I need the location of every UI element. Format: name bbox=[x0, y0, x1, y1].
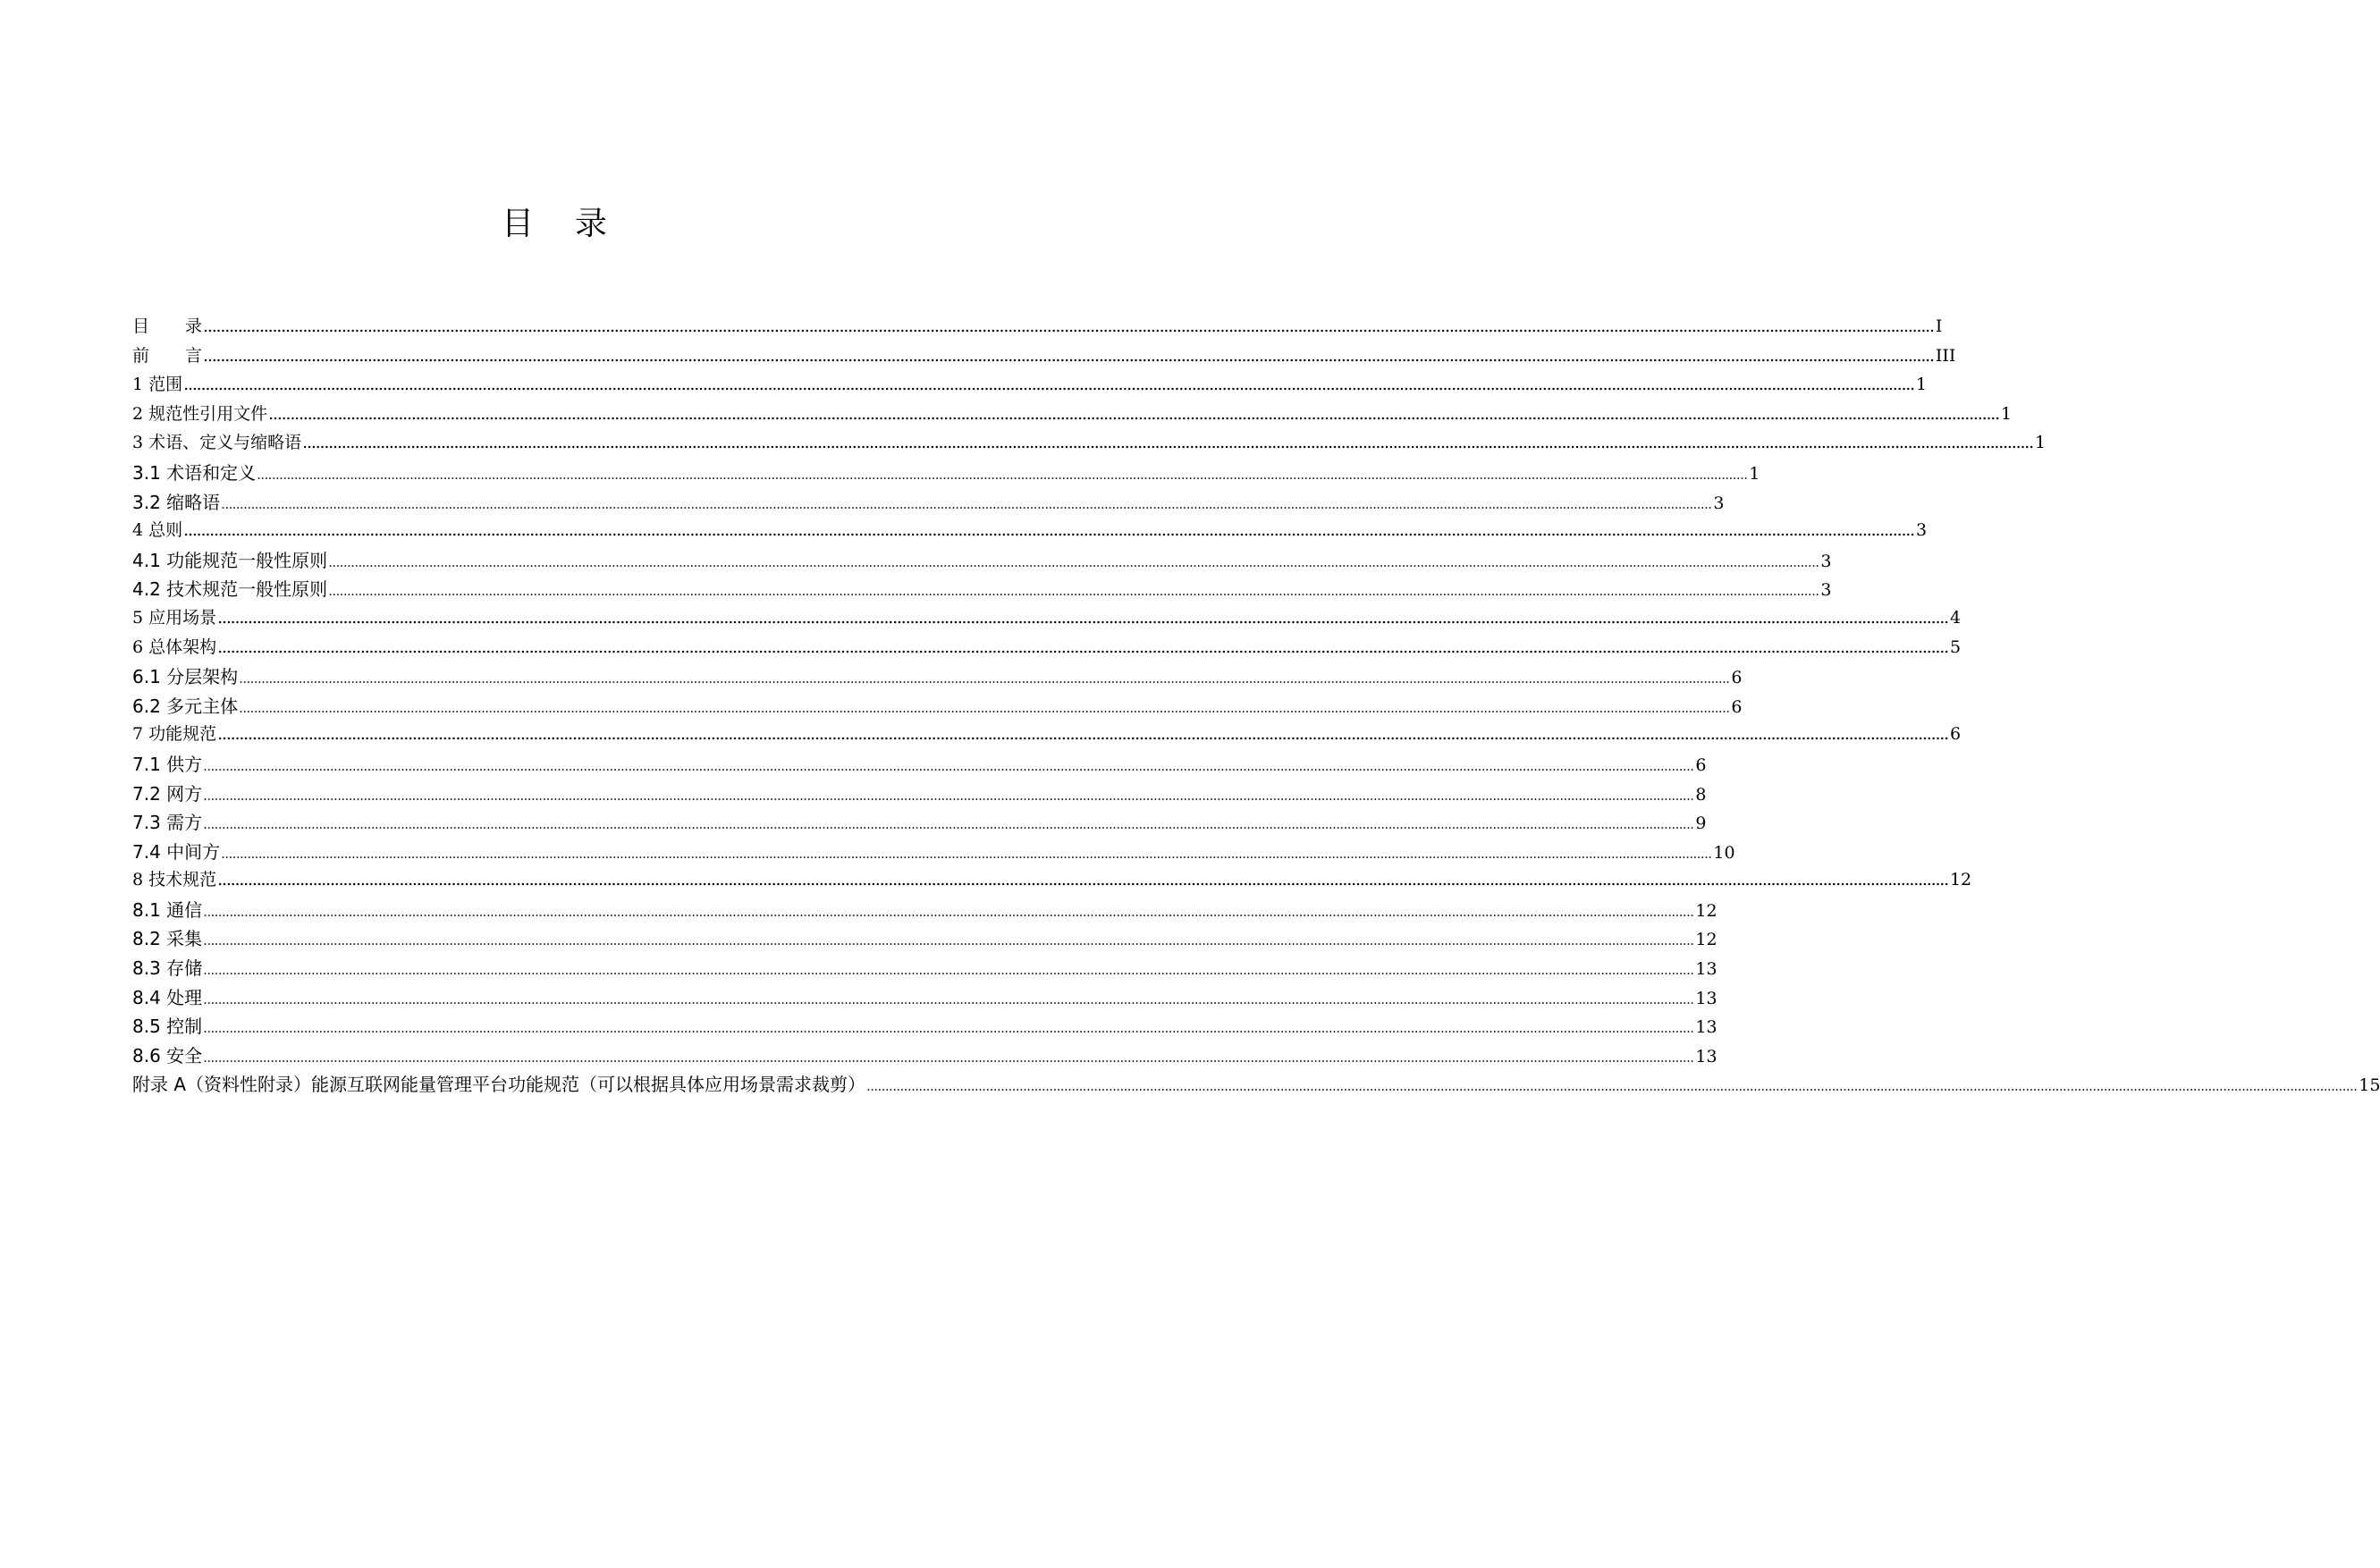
toc-entry-label: 7.3 需方 bbox=[132, 812, 203, 834]
toc-entry[interactable] bbox=[132, 1041, 1717, 1071]
toc-dot-leader: ................................................................................................................................................................................................................................................................................................................................................................................................................ bbox=[239, 670, 1730, 687]
toc-entry-page-number: 1 bbox=[1915, 375, 1928, 395]
toc-entry-label: 7.4 中间方 bbox=[132, 840, 221, 863]
page-title bbox=[0, 198, 1109, 244]
table-of-contents bbox=[132, 313, 2380, 1100]
toc-entry[interactable] bbox=[132, 371, 1928, 400]
toc-entry-label: 3.1 术语和定义 bbox=[132, 461, 257, 484]
toc-entry-label: 4.1 功能规范一般性原则 bbox=[132, 549, 328, 571]
toc-entry[interactable] bbox=[132, 604, 1962, 634]
toc-entry-label bbox=[132, 313, 202, 337]
toc-entry-label-char: 录 bbox=[185, 316, 203, 336]
toc-entry-label-char: 言 bbox=[185, 345, 203, 366]
toc-entry-label-char: 目 bbox=[132, 316, 150, 336]
toc-dot-leader: ................................................................................................................................................................................................................................................................................................................................................................................................................ bbox=[203, 345, 1934, 366]
toc-dot-leader: ................................................................................................................................................................................................................................................................................................................................................................................................................ bbox=[203, 903, 1694, 920]
toc-entry-page-number: 6 bbox=[1695, 754, 1707, 775]
toc-entry[interactable] bbox=[132, 429, 2047, 459]
toc-entry-label: 1 范围 bbox=[132, 375, 183, 395]
toc-entry-label: 附录 A（资料性附录）能源互联网能量管理平台功能规范（可以根据具体应用场景需求裁剪） bbox=[132, 1074, 866, 1096]
toc-entry-label: 2 规范性引用文件 bbox=[132, 403, 268, 424]
toc-dot-leader: ................................................................................................................................................................................................................................................................................................................................................................................................................ bbox=[203, 757, 1694, 774]
toc-entry[interactable] bbox=[132, 1070, 2380, 1100]
toc-entry[interactable] bbox=[132, 488, 1725, 518]
toc-dot-leader: ................................................................................................................................................................................................................................................................................................................................................................................................................ bbox=[268, 403, 1999, 424]
toc-entry-page-number: 12 bbox=[1695, 930, 1717, 950]
toc-entry-page-number: 1 bbox=[1749, 463, 1760, 484]
toc-dot-leader: ................................................................................................................................................................................................................................................................................................................................................................................................................ bbox=[221, 495, 1712, 512]
toc-entry-page-number: 12 bbox=[1949, 870, 1972, 890]
toc-entry-label: 4 总则 bbox=[132, 520, 183, 541]
toc-entry[interactable] bbox=[132, 808, 1707, 838]
toc-dot-leader: ................................................................................................................................................................................................................................................................................................................................................................................................................ bbox=[183, 375, 1914, 395]
toc-entry-label-char: 前 bbox=[132, 345, 150, 366]
toc-dot-leader: ................................................................................................................................................................................................................................................................................................................................................................................................................ bbox=[203, 962, 1694, 979]
toc-entry[interactable] bbox=[132, 1012, 1717, 1041]
toc-entry-page-number: 1 bbox=[2034, 433, 2047, 453]
toc-entry[interactable] bbox=[132, 721, 1962, 750]
toc-entry-label: 7.2 网方 bbox=[132, 782, 203, 805]
toc-entry-label: 7 功能规范 bbox=[132, 724, 217, 745]
toc-entry[interactable] bbox=[132, 459, 1760, 488]
toc-entry-page-number: 10 bbox=[1713, 842, 1735, 863]
toc-entry-label: 8.1 通信 bbox=[132, 898, 203, 921]
toc-dot-leader: ................................................................................................................................................................................................................................................................................................................................................................................................................ bbox=[239, 699, 1730, 716]
toc-entry-page-number: 9 bbox=[1695, 814, 1707, 834]
toc-entry[interactable] bbox=[132, 780, 1707, 809]
toc-entry[interactable] bbox=[132, 342, 1956, 372]
toc-entry-label: 8.3 存储 bbox=[132, 957, 203, 980]
toc-entry[interactable] bbox=[132, 750, 1707, 780]
toc-entry[interactable] bbox=[132, 313, 1943, 342]
toc-entry-label bbox=[132, 342, 202, 367]
toc-entry-page-number: 3 bbox=[1820, 551, 1832, 571]
toc-entry-label: 4.2 技术规范一般性原则 bbox=[132, 578, 328, 601]
toc-entry-label: 5 应用场景 bbox=[132, 607, 217, 628]
toc-entry-label: 3.2 缩略语 bbox=[132, 491, 221, 513]
toc-entry-page-number: 8 bbox=[1695, 784, 1707, 805]
toc-entry-page-number: 3 bbox=[1713, 493, 1725, 513]
toc-entry-page-number: 5 bbox=[1949, 636, 1962, 657]
toc-dot-leader: ................................................................................................................................................................................................................................................................................................................................................................................................................ bbox=[866, 1078, 2358, 1095]
toc-dot-leader: ................................................................................................................................................................................................................................................................................................................................................................................................................ bbox=[257, 466, 1748, 483]
toc-entry-page-number: 13 bbox=[1695, 988, 1717, 1008]
toc-entry-label: 8.4 处理 bbox=[132, 986, 203, 1008]
toc-entry-page-number: 13 bbox=[1695, 959, 1717, 980]
toc-dot-leader: ................................................................................................................................................................................................................................................................................................................................................................................................................ bbox=[302, 433, 2033, 453]
toc-dot-leader: ................................................................................................................................................................................................................................................................................................................................................................................................................ bbox=[328, 583, 1819, 600]
toc-dot-leader: ................................................................................................................................................................................................................................................................................................................................................................................................................ bbox=[203, 816, 1694, 833]
toc-dot-leader: ................................................................................................................................................................................................................................................................................................................................................................................................................ bbox=[217, 724, 1948, 745]
toc-entry-label: 6.1 分层架构 bbox=[132, 666, 239, 688]
toc-dot-leader: ................................................................................................................................................................................................................................................................................................................................................................................................................ bbox=[328, 553, 1819, 570]
toc-entry-page-number: 13 bbox=[1695, 1017, 1717, 1038]
title-char-1: 目 bbox=[501, 206, 534, 242]
toc-entry-page-number: 1 bbox=[2000, 403, 2013, 424]
toc-entry[interactable] bbox=[132, 400, 2013, 430]
toc-dot-leader: ................................................................................................................................................................................................................................................................................................................................................................................................................ bbox=[203, 1020, 1694, 1037]
toc-entry-page-number: I bbox=[1935, 316, 1943, 336]
toc-entry-page-number: 12 bbox=[1695, 900, 1717, 921]
toc-entry-label: 8.6 安全 bbox=[132, 1044, 203, 1066]
toc-entry[interactable] bbox=[132, 838, 1735, 867]
toc-entry[interactable] bbox=[132, 954, 1717, 983]
toc-dot-leader: ................................................................................................................................................................................................................................................................................................................................................................................................................ bbox=[203, 991, 1694, 1007]
toc-entry-label: 6.2 多元主体 bbox=[132, 695, 239, 717]
toc-entry-page-number: 3 bbox=[1820, 580, 1832, 601]
toc-entry[interactable] bbox=[132, 896, 1717, 925]
toc-entry-label: 3 术语、定义与缩略语 bbox=[132, 433, 302, 453]
toc-entry-label: 8.2 采集 bbox=[132, 928, 203, 950]
toc-entry-page-number: 15 bbox=[2359, 1075, 2380, 1096]
toc-dot-leader: ................................................................................................................................................................................................................................................................................................................................................................................................................ bbox=[203, 932, 1694, 949]
toc-entry[interactable] bbox=[132, 866, 1972, 896]
toc-dot-leader: ................................................................................................................................................................................................................................................................................................................................................................................................................ bbox=[183, 520, 1914, 541]
toc-entry-page-number: 6 bbox=[1731, 668, 1743, 688]
toc-entry[interactable] bbox=[132, 662, 1743, 692]
toc-entry[interactable] bbox=[132, 924, 1717, 954]
toc-entry-page-number: 13 bbox=[1695, 1046, 1717, 1066]
toc-entry-label: 8 技术规范 bbox=[132, 870, 217, 890]
toc-dot-leader: ................................................................................................................................................................................................................................................................................................................................................................................................................ bbox=[203, 316, 1934, 336]
toc-entry[interactable] bbox=[132, 634, 1962, 663]
toc-entry[interactable] bbox=[132, 517, 1928, 546]
toc-dot-leader: ................................................................................................................................................................................................................................................................................................................................................................................................................ bbox=[217, 870, 1948, 890]
toc-entry[interactable] bbox=[132, 546, 1832, 576]
toc-entry[interactable] bbox=[132, 692, 1743, 721]
toc-entry-page-number: 6 bbox=[1949, 724, 1962, 745]
toc-entry-page-number: 6 bbox=[1731, 696, 1743, 717]
toc-dot-leader: ................................................................................................................................................................................................................................................................................................................................................................................................................ bbox=[217, 607, 1948, 628]
toc-entry[interactable] bbox=[132, 575, 1832, 604]
toc-entry[interactable] bbox=[132, 983, 1717, 1013]
toc-entry-page-number: III bbox=[1935, 345, 1956, 366]
toc-entry-label: 6 总体架构 bbox=[132, 636, 217, 657]
toc-entry-label: 7.1 供方 bbox=[132, 753, 203, 775]
toc-dot-leader: ................................................................................................................................................................................................................................................................................................................................................................................................................ bbox=[221, 845, 1712, 862]
toc-dot-leader: ................................................................................................................................................................................................................................................................................................................................................................................................................ bbox=[203, 787, 1694, 804]
toc-dot-leader: ................................................................................................................................................................................................................................................................................................................................................................................................................ bbox=[217, 636, 1948, 657]
toc-entry-page-number: 4 bbox=[1949, 607, 1962, 628]
title-char-2: 录 bbox=[575, 206, 608, 242]
toc-entry-page-number: 3 bbox=[1915, 520, 1928, 541]
toc-dot-leader: ................................................................................................................................................................................................................................................................................................................................................................................................................ bbox=[203, 1049, 1694, 1066]
toc-entry-label: 8.5 控制 bbox=[132, 1016, 203, 1038]
